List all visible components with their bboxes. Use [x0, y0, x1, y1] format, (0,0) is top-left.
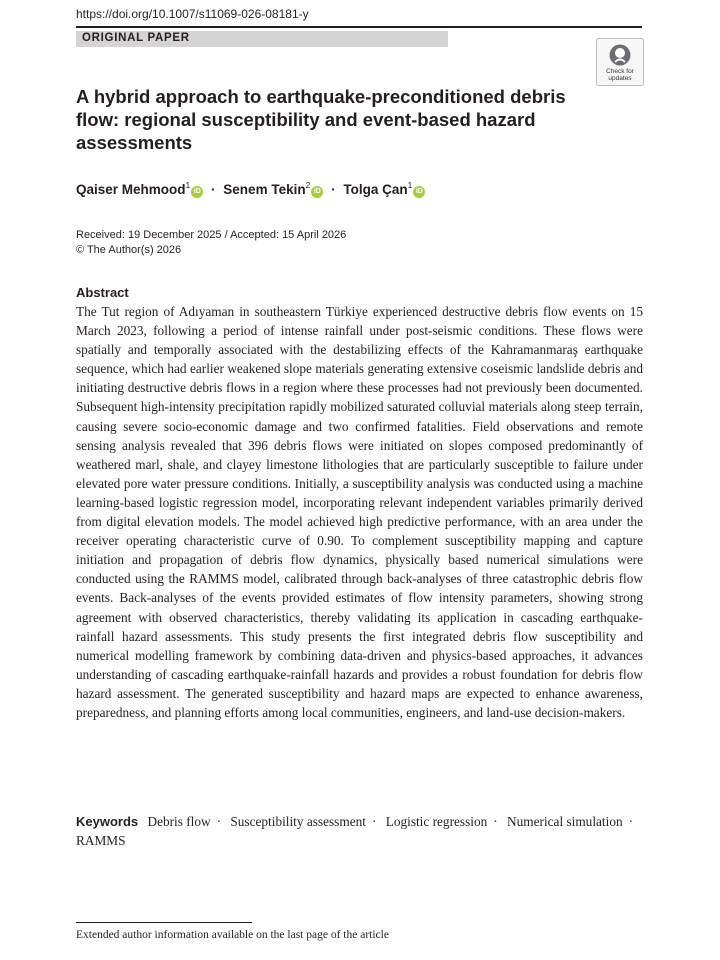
orcid-icon[interactable]: iD [311, 186, 323, 198]
keyword-item: Numerical simulation [507, 814, 623, 829]
author-list [76, 180, 425, 198]
affiliation-mark: 2 [305, 180, 311, 190]
header-rule [76, 26, 642, 28]
article-type-bar [76, 31, 448, 47]
orcid-icon[interactable]: iD [191, 186, 203, 198]
author-name: Qaiser Mehmood [76, 182, 186, 197]
keyword-item: Logistic regression [385, 814, 488, 829]
keyword-separator: · [493, 814, 498, 829]
keyword-separator: · [216, 814, 222, 829]
footnote-rule [76, 922, 252, 923]
copyright-notice: © The Author(s) 2026 [76, 244, 182, 256]
affiliation-mark: 1 [185, 180, 191, 190]
author-name: Senem Tekin [223, 182, 306, 197]
keywords-label: Keywords [76, 814, 139, 829]
affiliation-mark: 1 [407, 180, 413, 190]
keywords-section [76, 812, 643, 850]
keyword-item: RAMMS [76, 833, 126, 848]
keyword-item: Debris flow [147, 814, 211, 829]
received-accepted-dates: Received: 19 December 2025 / Accepted: 15 April 2026 [76, 229, 347, 241]
keyword-item: Susceptibility assessment [230, 814, 366, 829]
abstract-heading: Abstract [76, 285, 129, 300]
author-info-footnote: Extended author information available on the last page of the article [76, 929, 389, 941]
article-type-label: ORIGINAL PAPER [82, 32, 190, 44]
article-title: A hybrid approach to earthquake-preconditioned debris flow: regional susceptibility and event-based hazard assessments [76, 86, 566, 153]
doi-link[interactable]: https://doi.org/10.1007/s11069-026-08181-y [76, 7, 309, 21]
author-name: Tolga Çan [343, 182, 408, 197]
check-updates-icon [608, 43, 632, 67]
keyword-separator: · [371, 814, 377, 829]
author-separator: · [211, 182, 216, 197]
keyword-separator: · [628, 814, 634, 829]
author-separator: · [331, 182, 336, 197]
check-updates-label: Check for updates [606, 68, 634, 82]
orcid-icon[interactable]: iD [413, 186, 425, 198]
publication-dates [76, 228, 346, 258]
check-for-updates-badge[interactable] [596, 38, 644, 86]
abstract-text: The Tut region of Adıyaman in southeastern Türkiye experienced destructive debris flow events on 15 March 2023, following a period of intense rainfall under post-seismic conditions. These flows were spatially and temporally associated with the destabilizing effects of the Kahramanmaraş earthquake sequence, which had earlier weakened slope materials generating extensive coseismic landslide debris and initiating destructive debris flows in a region where these processes had not previously been documented. Subsequent high-intensity precipitation rapidly mobilized saturated colluvial materials along steep terrain, causing severe socio-economic damage and two confirmed fatalities. Field observations and remote sensing analysis revealed that 396 debris flows were initiated on slopes composed predominantly of weathered marl, shale, and clayey limestone lithologies that are particularly susceptible to failure under elevated pore water pressure conditions. Initially, a susceptibility analysis was conducted using a machine learning-based logistic regression model, incorporating relevant independent variables primarily derived from digital elevation models. The model achieved high predictive performance, with an area under the receiver operating characteristic curve of 0.90. To complement susceptibility mapping and capture initiation and propagation of debris flow dynamics, physically based numerical simulations were conducted using the RAMMS model, calibrated through back-analyses of three catastrophic debris flow events. Back-analyses of the events provided estimates of flow intensity parameters, showing strong agreement with observed characteristics, thereby validating its application in cascading earthquake-rainfall hazard assessments. This study presents the first integrated debris flow susceptibility and numerical modelling framework by combining data-driven and physics-based approaches, it advances understanding of cascading earthquake-rainfall hazards and provides a robust foundation for debris flow hazard assessment. The generated susceptibility and hazard maps are expected to enhance awareness, preparedness, and planning efforts among local communities, engineers, and land-use decision-makers. [76, 304, 643, 720]
